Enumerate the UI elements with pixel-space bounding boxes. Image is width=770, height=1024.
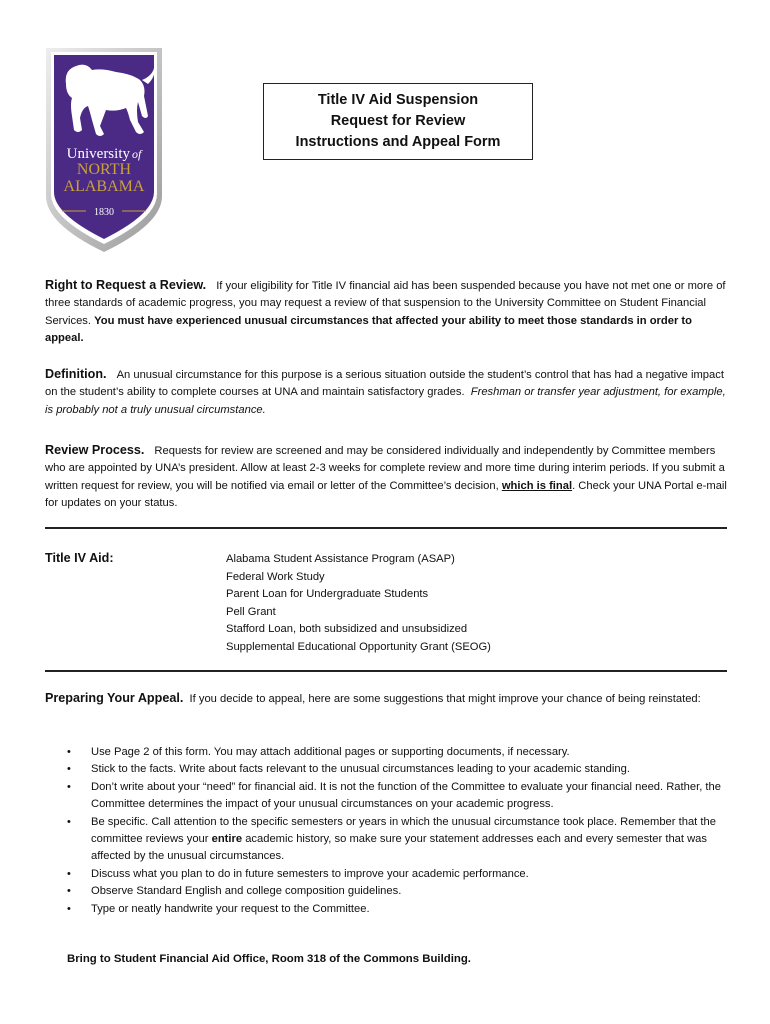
aid-item: Parent Loan for Undergraduate Students: [226, 588, 429, 600]
aid-item: Stafford Loan, both subsidized and unsubsidized: [226, 623, 468, 635]
aid-item: Federal Work Study: [226, 570, 325, 583]
list-item-text: Type or neatly handwrite your request to the Committee.: [91, 902, 370, 915]
list-item: [45, 744, 730, 761]
list-item: [45, 779, 730, 814]
review-process-section: [45, 442, 730, 513]
aid-item: Supplemental Educational Opportunity Grant (SEOG): [226, 640, 491, 653]
list-item: [45, 901, 730, 918]
svg-text:Universityof: [67, 146, 143, 162]
bullet-icon: •: [67, 867, 71, 880]
list-item-text: Don’t write about your “need” for financial aid. It is not the function of the Committee to evaluate your financial need. Rather, the Committee determines the impact of your unusual circumstances on your academic progress.: [91, 780, 721, 811]
logo-year: 1830: [94, 207, 114, 218]
right-to-request-heading: Right to Request a Review.: [45, 278, 207, 292]
logo-alabama: ALABAMA: [63, 178, 145, 195]
bullet-icon: •: [67, 746, 71, 758]
aid-item: Pell Grant: [226, 605, 276, 618]
right-to-request-text: If your eligibility for Title IV financial aid has been suspended because you have not met one or more of three standards of academic progress, you may request a review of that suspension to the University Committee on Student Financial Services.: [45, 280, 726, 327]
divider-bottom: [45, 670, 727, 672]
list-item: [45, 883, 730, 900]
university-of-north-alabama-logo: [42, 46, 166, 256]
footer-instruction: Bring to Student Financial Aid Office, Room 318 of the Commons Building.: [67, 953, 471, 965]
definition-heading: Definition.: [45, 367, 107, 381]
bullet-icon: •: [67, 815, 71, 828]
title-iv-aid-list: [226, 551, 491, 656]
preparing-heading: Preparing Your Appeal.: [45, 691, 184, 705]
title-line-2: Request for Review: [330, 113, 466, 129]
logo-university: University: [66, 146, 130, 162]
definition-section: [45, 366, 730, 419]
appeal-suggestions-list: [45, 744, 730, 918]
preparing-text: If you decide to appeal, here are some suggestions that might improve your chance of being reinstated:: [189, 693, 701, 705]
right-to-request-bold-text: You must have experienced unusual circumstances that affected your ability to meet those standards in order to appeal.: [45, 314, 692, 345]
bullet-icon: •: [67, 780, 71, 793]
list-item-text-after: academic history, so make sure your statement addresses each and every semester that was affected by the unusual circumstances.: [91, 833, 708, 863]
definition-text: An unusual circumstance for this purpose is a serious situation outside the student’s control that has had a negative impact on the student’s ability to complete courses at UNA and maintain satisfactory grades.: [45, 369, 724, 399]
list-item-text: Observe Standard English and college composition guidelines.: [91, 885, 402, 898]
title-iv-aid-label: Title IV Aid:: [45, 551, 114, 565]
preparing-section: [45, 690, 730, 708]
list-item: [45, 866, 730, 883]
right-to-request-section: [45, 277, 730, 348]
bullet-icon: •: [67, 885, 71, 898]
list-item: [45, 761, 730, 778]
review-process-text-after: . Check your UNA Portal e-mail for updates on your status.: [45, 479, 727, 510]
divider-top: [45, 527, 727, 529]
list-item-text: Stick to the facts. Write about facts relevant to the unusual circumstances leading to your academic standing.: [91, 763, 630, 776]
title-line-1: Title IV Aid Suspension: [317, 92, 479, 108]
bullet-icon: •: [67, 902, 71, 915]
title-line-3: Instructions and Appeal Form: [295, 134, 501, 150]
list-item-text: Discuss what you plan to do in future semesters to improve your academic performance.: [91, 867, 529, 880]
entire-bold-text: entire: [211, 833, 243, 846]
review-process-text: Requests for review are screened and may be considered individually and independently by Committee members who are appointed by UNA’s president. Allow at least 2-3 weeks for complete review and more time during interim periods. If you submit a written request for review, you will be notified via email or letter of the Committee’s decision,: [45, 445, 725, 492]
list-item-text: Use Page 2 of this form. You may attach additional pages or supporting documents, if necessary.: [91, 746, 570, 758]
aid-item: Alabama Student Assistance Program (ASAP): [226, 553, 455, 565]
logo-north: NORTH: [76, 161, 132, 178]
list-item-text: Be specific. Call attention to the specific semesters or years in which the unusual circumstance took place. Remember that the committee reviews your: [91, 815, 716, 846]
list-item: [45, 814, 730, 866]
which-is-final-text: which is final: [501, 479, 573, 492]
bullet-icon: •: [67, 763, 71, 776]
document-title-box: [263, 83, 533, 160]
definition-italic-text: Freshman or transfer year adjustment, for example, is probably not a truly unusual circumstance.: [45, 386, 726, 416]
review-process-heading: Review Process.: [45, 443, 145, 457]
logo-of: of: [131, 147, 142, 161]
